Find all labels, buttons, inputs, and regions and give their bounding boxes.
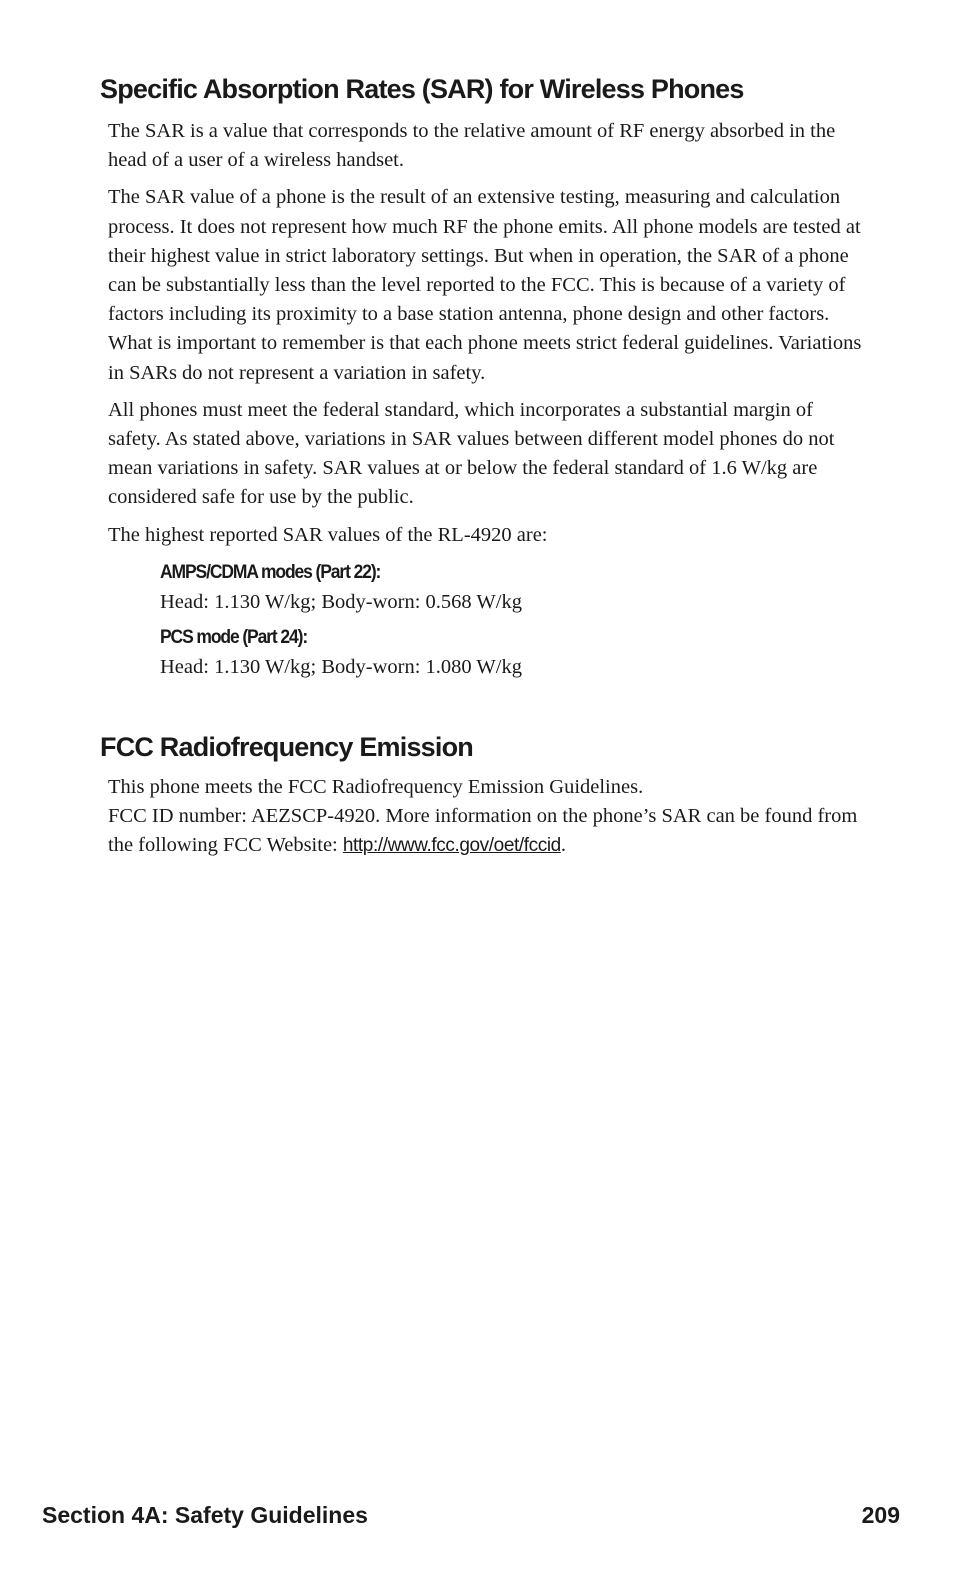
fcc-line-2-text: FCC ID number: AEZSCP-4920. More information on the phone’s SAR can be found from the following FCC Website: [108,805,858,857]
sar-paragraph-1: The SAR is a value that corresponds to the relative amount of RF energy absorbed in the head of a user of a wireless handset. [108,120,836,172]
mode-label: AMPS/CDMA modes (Part 22): [160,561,381,583]
sar-paragraph-4: The highest reported SAR values of the RL-4920 are: [108,523,548,546]
page-footer [42,1502,900,1529]
mode-values: Head: 1.130 W/kg; Body-worn: 1.080 W/kg [160,655,522,678]
fcc-body [108,773,868,861]
fcc-heading: FCC Radiofrequency Emission [100,732,473,762]
page-number: 209 [861,1502,900,1528]
fcc-website-link[interactable]: http://www.fcc.gov/oet/fccid [342,835,561,857]
sar-paragraph-2: The SAR value of a phone is the result of an extensive testing, measuring and calculation process. It does not represent how much RF the phone emits. All phone models are tested at their highest value in strict laboratory settings. But when in operation, the SAR of a phone can be substantially less than the level reported to the FCC. This is because of a variety of factors including its proximity to a base station antenna, phone design and other factors. What is important to remember is that each phone meets strict federal guidelines. Variations in SARs do not represent a variation in safety. [108,186,862,384]
sar-mode-pcs [160,623,868,682]
sar-mode-amps-cdma [160,558,868,617]
fcc-line-2-end: . [560,834,566,857]
fcc-line-1: This phone meets the FCC Radiofrequency Emission Guidelines. [108,776,644,798]
sar-body [108,117,868,686]
sar-heading: Specific Absorption Rates (SAR) for Wireless Phones [100,74,744,104]
footer-section-label: Section 4A: Safety Guidelines [42,1502,368,1528]
fcc-line-2 [108,802,868,860]
mode-label: PCS mode (Part 24): [160,626,308,648]
sar-paragraph-3: All phones must meet the federal standard, which incorporates a substantial margin of safety. As stated above, variations in SAR values between different model phones do not mean variations in safety. SAR values at or below the federal standard of 1.6 W/kg are considered safe for use by the public. [108,398,835,509]
mode-values: Head: 1.130 W/kg; Body-worn: 0.568 W/kg [160,590,522,613]
